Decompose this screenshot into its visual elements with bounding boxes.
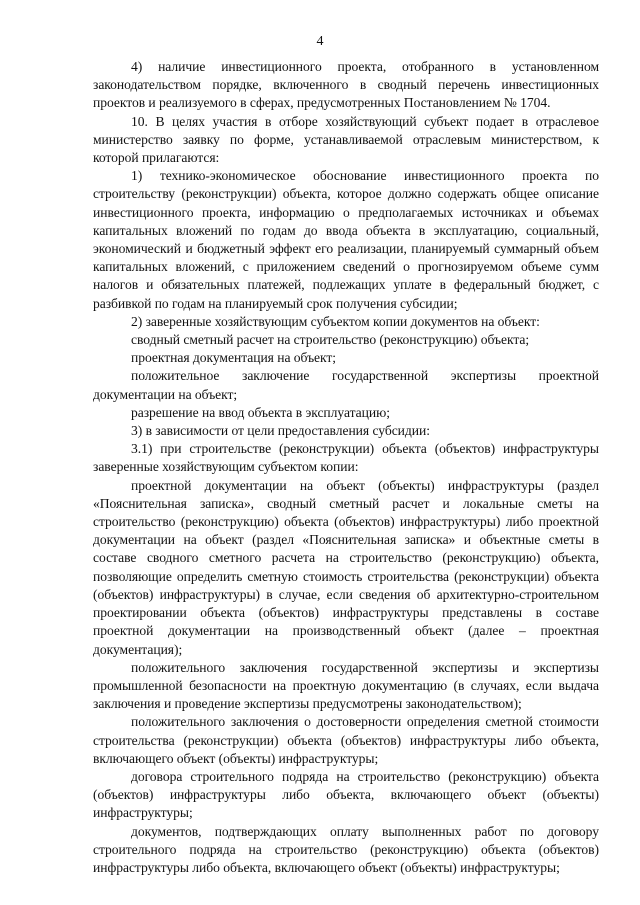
page-number: 4 xyxy=(316,34,324,49)
paragraph-subitem-3-1: 3.1) при строительстве (реконструкции) объекта (объектов) инфраструктуры заверенные хозяйствующим субъектом копии: xyxy=(93,441,599,475)
paragraph-payment-documents: документов, подтверждающих оплату выполненных работ по договору строительного подряда на строительство (реконструкцию) объекта (объектов) инфраструктуры либо объекта, включающего объект (объекты) инфраструктуры; xyxy=(93,823,599,875)
paragraph-cost-reliability: положительного заключения о достоверности определения сметной стоимости строительства (реконструкции) объекта (объектов) инфраструктуры либо объекта, включающего объект (объекты) инфраструктуры; xyxy=(93,714,599,766)
paragraph-clause-10: 10. В целях участия в отборе хозяйствующий субъект подает в отраслевое министерство заявку по форме, устанавливаемой отраслевым министерством, к которой прилагаются: xyxy=(93,113,599,166)
paragraph-subitem-1: 1) технико-экономическое обоснование инвестиционного проекта по строительству (реконструкции) объекта, которое должно содержать общее описание инвестиционного проекта, информацию о предполагаемых источниках и объемах капитальных вложений по годам до ввода объекта в эксплуатацию, социальный, экономический и бюджетный эффект его реализации, планируемый суммарный объем капитальных вложений, с приложением сведений о прогнозируемом объеме сумм налогов и обязательных платежей, подлежащих уплате в федеральный бюджет, с разбивкой по годам на планируемый срок получения субсидии; xyxy=(93,168,599,311)
paragraph-subitem-3: 3) в зависимости от цели предоставления субсидии: xyxy=(131,423,430,439)
paragraph-permit: разрешение на ввод объекта в эксплуатацию; xyxy=(131,404,390,420)
paragraph-construction-contract: договора строительного подряда на строительство (реконструкцию) объекта (объектов) инфраструктуры либо объекта, включающего объект (объекты) инфраструктуры; xyxy=(93,768,599,821)
paragraph-estimate: сводный сметный расчет на строительство (реконструкцию) объекта; xyxy=(131,332,530,348)
paragraph-subitem-2: 2) заверенные хозяйствующим субъектом копии документов на объект: xyxy=(131,313,540,329)
paragraph-project-documentation: проектной документации на объект (объекты) инфраструктуры (раздел «Пояснительная записка», сводный сметный расчет и локальные сметы на строительство (реконструкцию) объекта (объектов) инфраструктуры) либо проектной документации на объект (раздел «Пояснительная записка» и объектные сметы в составе сводного сметного расчета на строительство (реконструкцию) объекта, позволяющие определить сметную стоимость строительства (реконструкции) объекта (объектов) инфраструктуры) в случае, если сведения об архитектурно-строительном проектировании объекта (объектов) инфраструктуры представлены в составе проектной документации на производственный объект (далее – проектная документация); xyxy=(93,477,599,657)
paragraph-expertise: положительное заключение государственной экспертизы проектной документации на объект; xyxy=(93,368,599,402)
paragraph-state-expertise: положительного заключения государственной экспертизы и экспертизы промышленной безопасности на проектную документацию (в случаях, если выдача заключения и проведение экспертизы предусмотрены законодательством); xyxy=(93,659,599,712)
document-body xyxy=(93,58,599,877)
paragraph-item-4: 4) наличие инвестиционного проекта, отобранного в установленном законодательством порядке, включенного в сводный перечень инвестиционных проектов и реализуемого в сферах, предусмотренных Постановлением № 1704. xyxy=(93,59,599,111)
paragraph-project-docs: проектная документация на объект; xyxy=(131,350,337,366)
